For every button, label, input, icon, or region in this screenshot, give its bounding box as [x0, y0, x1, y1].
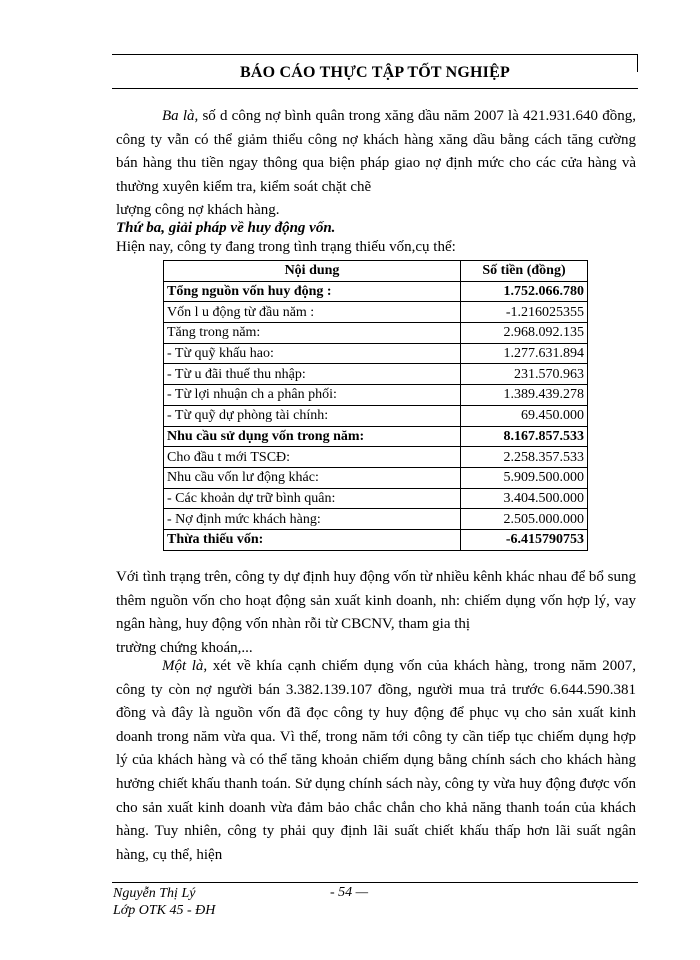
row-value: -1.216025355: [461, 302, 588, 323]
paragraph-body: số d công nợ bình quân trong xăng dầu năm 2007 là 421.931.640 đồng, công ty vẫn có thể giảm thiểu công nợ khách hàng xăng dầu bằng cách tăng cường bán hàng thu tiền ngay thông qua biện pháp giao nợ định mức cho các cửa hàng và thường xuyên kiểm tra, kiểm soát chặt chẽ: [116, 108, 636, 195]
table-row: [164, 364, 588, 385]
row-value: 3.404.500.000: [461, 488, 588, 509]
row-label: Nhu cầu vốn lư động khác:: [164, 467, 461, 488]
intro-text: Hiện nay, công ty đang trong tình trạng thiếu vốn,cụ thể:: [116, 239, 456, 255]
row-value: 2.968.092.135: [461, 323, 588, 344]
capital-table: [163, 260, 588, 551]
row-label: - Nợ định mức khách hàng:: [164, 509, 461, 530]
author-name: Nguyễn Thị Lý: [113, 886, 196, 901]
table-row: [164, 426, 588, 447]
column-header-content: Nội dung: [164, 261, 461, 282]
row-value: -6.415790753: [461, 529, 588, 550]
paragraph-body: Với tình trạng trên, công ty dự định huy động vốn từ nhiều kênh khác nhau để bổ sung thêm nguồn vốn cho hoạt động sản xuất kinh doanh, nh: chiếm dụng vốn hợp lý, vay ngân hàng, huy động vốn nhàn rỗi từ CBCNV, tham gia thị: [116, 569, 636, 633]
row-value: 1.389.439.278: [461, 385, 588, 406]
section-heading: Thứ ba, giải pháp về huy động vốn.: [116, 220, 336, 236]
paragraph-ba-la: [116, 105, 636, 199]
footer-author: [113, 885, 215, 919]
paragraph-last-line: lượng công nợ khách hàng.: [116, 202, 280, 218]
row-label: Tăng trong năm:: [164, 323, 461, 344]
table-row: [164, 302, 588, 323]
row-value: 2.258.357.533: [461, 447, 588, 468]
row-value: 8.167.857.533: [461, 426, 588, 447]
footer-rule: [112, 882, 638, 883]
table-row: [164, 385, 588, 406]
paragraph-mot-la: [116, 655, 636, 867]
row-value: 231.570.963: [461, 364, 588, 385]
table-header-row: [164, 261, 588, 282]
paragraph-last-line: trường chứng khoán,...: [116, 640, 253, 656]
row-label: Tổng nguồn vốn huy động :: [164, 281, 461, 302]
row-value: 2.505.000.000: [461, 509, 588, 530]
row-label: Cho đầu t mới TSCĐ:: [164, 447, 461, 468]
table-row: [164, 467, 588, 488]
row-label: Nhu cầu sử dụng vốn trong năm:: [164, 426, 461, 447]
page-number: - 54 —: [330, 885, 369, 900]
table-row: [164, 447, 588, 468]
page-header-title: BÁO CÁO THỰC TẬP TỐT NGHIỆP: [240, 64, 510, 81]
paragraph-lead: Một là,: [162, 658, 208, 674]
table-row: [164, 488, 588, 509]
paragraph-body: xét về khía cạnh chiếm dụng vốn của khách hàng, trong năm 2007, công ty còn nợ người bán 3.382.139.107 đồng, người mua trả trước 6.644.590.381 đồng và đây là nguồn vốn đã đọc công ty huy động để phục vụ cho sản xuất kinh doanh trong năm vừa qua. Vì thế, trong năm tới công ty cần tiếp tục chiếm dụng hợp lý của khách hàng và có thể tăng khoản chiếm dụng bằng chính sách cho khách hàng hưởng chiết khấu thanh toán. Sử dụng chính sách này, công ty vừa huy động được vốn cho sản xuất kinh doanh vừa đảm bảo chắc chắn cho khả năng thanh toán của khách hàng. Tuy nhiên, công ty phải quy định lãi suất chiết khấu thấp hơn lãi suất ngân hàng, cụ thể, hiện: [116, 658, 636, 863]
paragraph-lead: Ba là,: [162, 108, 199, 124]
row-label: Vốn l u động từ đầu năm :: [164, 302, 461, 323]
header-rule: [112, 88, 638, 89]
table-row: [164, 323, 588, 344]
row-label: - Từ quỹ dự phòng tài chính:: [164, 405, 461, 426]
header-frame-top: [112, 54, 638, 55]
row-value: 69.450.000: [461, 405, 588, 426]
row-label: Thừa thiếu vốn:: [164, 529, 461, 550]
table-row: [164, 509, 588, 530]
row-value: 1.277.631.894: [461, 343, 588, 364]
column-header-amount: Số tiền (đồng): [461, 261, 588, 282]
paragraph-tinh-trang: [116, 566, 636, 637]
row-value: 1.752.066.780: [461, 281, 588, 302]
table-row: [164, 405, 588, 426]
table-row: [164, 343, 588, 364]
row-label: - Các khoản dự trữ bình quân:: [164, 488, 461, 509]
row-label: - Từ quỹ khấu hao:: [164, 343, 461, 364]
row-value: 5.909.500.000: [461, 467, 588, 488]
row-label: - Từ lợi nhuận ch a phân phối:: [164, 385, 461, 406]
table-row: [164, 281, 588, 302]
author-class: Lớp OTK 45 - ĐH: [113, 903, 216, 918]
row-label: - Từ u đãi thuế thu nhập:: [164, 364, 461, 385]
table-row: [164, 529, 588, 550]
